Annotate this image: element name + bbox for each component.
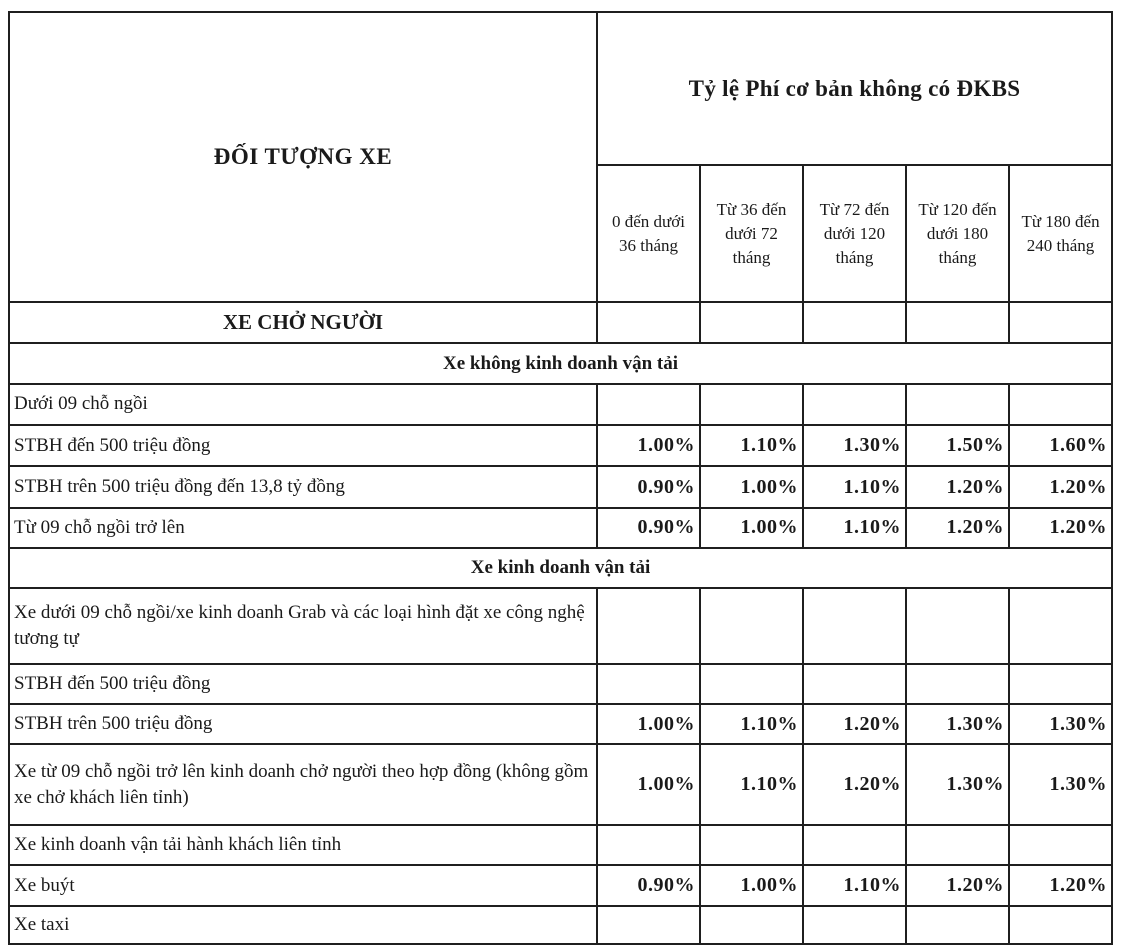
table-row <box>9 664 1112 704</box>
table-row <box>9 865 1112 905</box>
table-row <box>9 384 1112 425</box>
rate-cell <box>700 906 803 944</box>
rate-cell: 1.10% <box>803 508 906 548</box>
rate-cell <box>700 384 803 425</box>
rate-cell <box>597 906 700 944</box>
rate-cell: 0.90% <box>597 508 700 548</box>
group-title-commercial: Xe kinh doanh vận tải <box>9 548 1112 588</box>
rate-cell: 1.00% <box>597 425 700 466</box>
rate-cell <box>906 384 1009 425</box>
table-row <box>9 825 1112 865</box>
rate-cell <box>803 588 906 664</box>
row-label: Xe kinh doanh vận tải hành khách liên tỉnh <box>9 825 597 865</box>
rate-cell: 1.10% <box>803 466 906 507</box>
rate-cell <box>803 906 906 944</box>
rate-cell <box>1009 588 1112 664</box>
empty-cell <box>906 302 1009 343</box>
rate-cell: 1.30% <box>1009 704 1112 744</box>
rate-cell: 1.00% <box>597 744 700 825</box>
column-header-36-72: Từ 36 đến dưới 72 tháng <box>700 165 803 302</box>
rate-cell <box>597 664 700 704</box>
rate-cell: 1.30% <box>1009 744 1112 825</box>
rate-title-header: Tỷ lệ Phí cơ bản không có ĐKBS <box>597 12 1112 165</box>
section-row-passenger <box>9 302 1112 343</box>
rate-cell <box>1009 384 1112 425</box>
table-row <box>9 508 1112 548</box>
group-row-non-commercial <box>9 343 1112 383</box>
table-row <box>9 906 1112 944</box>
empty-cell <box>1009 302 1112 343</box>
rate-cell <box>906 588 1009 664</box>
row-label: STBH đến 500 triệu đồng <box>9 425 597 466</box>
rate-cell <box>906 906 1009 944</box>
rate-cell <box>803 664 906 704</box>
column-header-72-120: Từ 72 đến dưới 120 tháng <box>803 165 906 302</box>
table-row <box>9 588 1112 664</box>
row-label: STBH trên 500 triệu đồng <box>9 704 597 744</box>
rate-cell: 0.90% <box>597 865 700 905</box>
rate-cell: 1.00% <box>597 704 700 744</box>
column-header-0-36: 0 đến dưới 36 tháng <box>597 165 700 302</box>
rate-cell: 1.30% <box>906 744 1009 825</box>
rate-cell: 1.00% <box>700 466 803 507</box>
rate-cell: 1.20% <box>906 508 1009 548</box>
row-label: Xe buýt <box>9 865 597 905</box>
table-row <box>9 704 1112 744</box>
group-title-non-commercial: Xe không kinh doanh vận tải <box>9 343 1112 383</box>
rate-cell <box>700 825 803 865</box>
rate-cell: 1.20% <box>803 704 906 744</box>
vehicle-type-header: ĐỐI TƯỢNG XE <box>9 12 597 302</box>
rate-cell: 1.20% <box>803 744 906 825</box>
rate-cell: 1.10% <box>700 744 803 825</box>
rate-cell: 1.20% <box>1009 508 1112 548</box>
row-label: Xe taxi <box>9 906 597 944</box>
rate-cell: 1.00% <box>700 508 803 548</box>
rate-cell: 1.10% <box>700 425 803 466</box>
empty-cell <box>803 302 906 343</box>
rate-cell: 1.30% <box>803 425 906 466</box>
rate-cell <box>597 825 700 865</box>
rate-cell: 1.20% <box>1009 865 1112 905</box>
rate-cell: 1.20% <box>906 865 1009 905</box>
rate-cell <box>1009 825 1112 865</box>
rate-cell <box>700 588 803 664</box>
rate-cell <box>803 825 906 865</box>
rate-cell <box>1009 906 1112 944</box>
rate-cell <box>597 384 700 425</box>
row-label: STBH đến 500 triệu đồng <box>9 664 597 704</box>
rate-cell: 1.10% <box>700 704 803 744</box>
column-header-180-240: Từ 180 đến 240 tháng <box>1009 165 1112 302</box>
rate-cell: 1.60% <box>1009 425 1112 466</box>
group1-rows <box>9 384 1112 548</box>
rate-cell <box>906 825 1009 865</box>
rate-cell: 1.50% <box>906 425 1009 466</box>
rate-cell: 0.90% <box>597 466 700 507</box>
rate-cell <box>906 664 1009 704</box>
row-label: Dưới 09 chỗ ngồi <box>9 384 597 425</box>
row-label: Xe dưới 09 chỗ ngồi/xe kinh doanh Grab và các loại hình đặt xe công nghệ tương tự <box>9 588 597 664</box>
empty-cell <box>597 302 700 343</box>
row-label: Từ 09 chỗ ngồi trở lên <box>9 508 597 548</box>
group-row-commercial <box>9 548 1112 588</box>
premium-rate-table <box>8 11 1113 945</box>
rate-cell <box>597 588 700 664</box>
rate-cell: 1.00% <box>700 865 803 905</box>
row-label: STBH trên 500 triệu đồng đến 13,8 tỷ đồng <box>9 466 597 507</box>
group2-rows <box>9 588 1112 944</box>
header-row-title <box>9 12 1112 165</box>
rate-cell <box>803 384 906 425</box>
rate-cell <box>1009 664 1112 704</box>
section-title: XE CHỞ NGƯỜI <box>9 302 597 343</box>
table-row <box>9 744 1112 825</box>
rate-cell: 1.10% <box>803 865 906 905</box>
empty-cell <box>700 302 803 343</box>
rate-cell: 1.20% <box>1009 466 1112 507</box>
row-label: Xe từ 09 chỗ ngồi trở lên kinh doanh chở người theo hợp đồng (không gồm xe chở khách liên tỉnh) <box>9 744 597 825</box>
table-row <box>9 466 1112 507</box>
table-row <box>9 425 1112 466</box>
column-header-120-180: Từ 120 đến dưới 180 tháng <box>906 165 1009 302</box>
rate-cell: 1.20% <box>906 466 1009 507</box>
rate-cell <box>700 664 803 704</box>
rate-cell: 1.30% <box>906 704 1009 744</box>
